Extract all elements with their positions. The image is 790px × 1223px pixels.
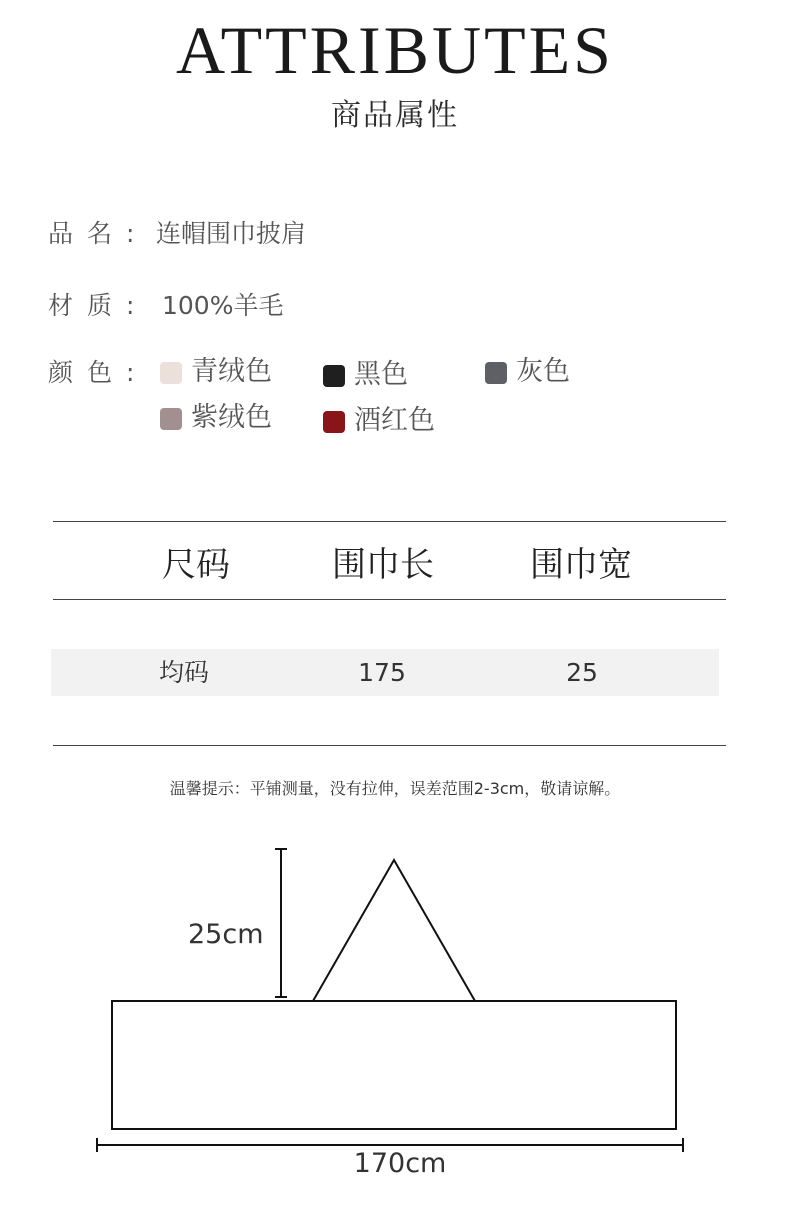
table-cell-width: 25 (566, 658, 598, 687)
scarf-diagram (0, 830, 790, 1190)
color-name: 青绒色 (191, 356, 272, 387)
material-value: 100%羊毛 (162, 291, 284, 320)
color-swatch (323, 365, 345, 387)
title-cn: 商品属性 (331, 98, 459, 133)
color-swatch (485, 362, 507, 384)
size-header: 尺码 (162, 545, 230, 585)
table-cell-size: 均码 (158, 658, 209, 687)
color-swatch (160, 362, 182, 384)
table-cell-length: 175 (358, 658, 406, 687)
title-en: ATTRIBUTES (176, 12, 614, 88)
hood-outline (313, 860, 475, 1001)
color-swatch (160, 408, 182, 430)
color-name: 黑色 (354, 359, 408, 390)
color-name: 紫绒色 (191, 402, 272, 433)
scarf-outline (112, 1001, 676, 1129)
color-label: 颜色: (48, 358, 149, 387)
table-top-rule (53, 521, 726, 522)
table-bottom-rule (53, 745, 726, 746)
length-header: 围巾长 (332, 545, 434, 585)
color-name: 酒红色 (354, 405, 435, 436)
color-name: 灰色 (516, 356, 570, 387)
height-label: 25cm (188, 919, 264, 950)
product-name-label: 品名: (48, 219, 149, 248)
material-label: 材质: (48, 291, 149, 320)
width-label: 170cm (353, 1148, 447, 1179)
table-header-rule (53, 599, 726, 600)
color-swatch (323, 411, 345, 433)
measurement-tip: 温馨提示：平铺测量，没有拉伸，误差范围2-3cm，敬请谅解。 (169, 779, 621, 798)
width-header: 围巾宽 (530, 545, 632, 585)
product-name-value: 连帽围巾披肩 (156, 219, 307, 248)
